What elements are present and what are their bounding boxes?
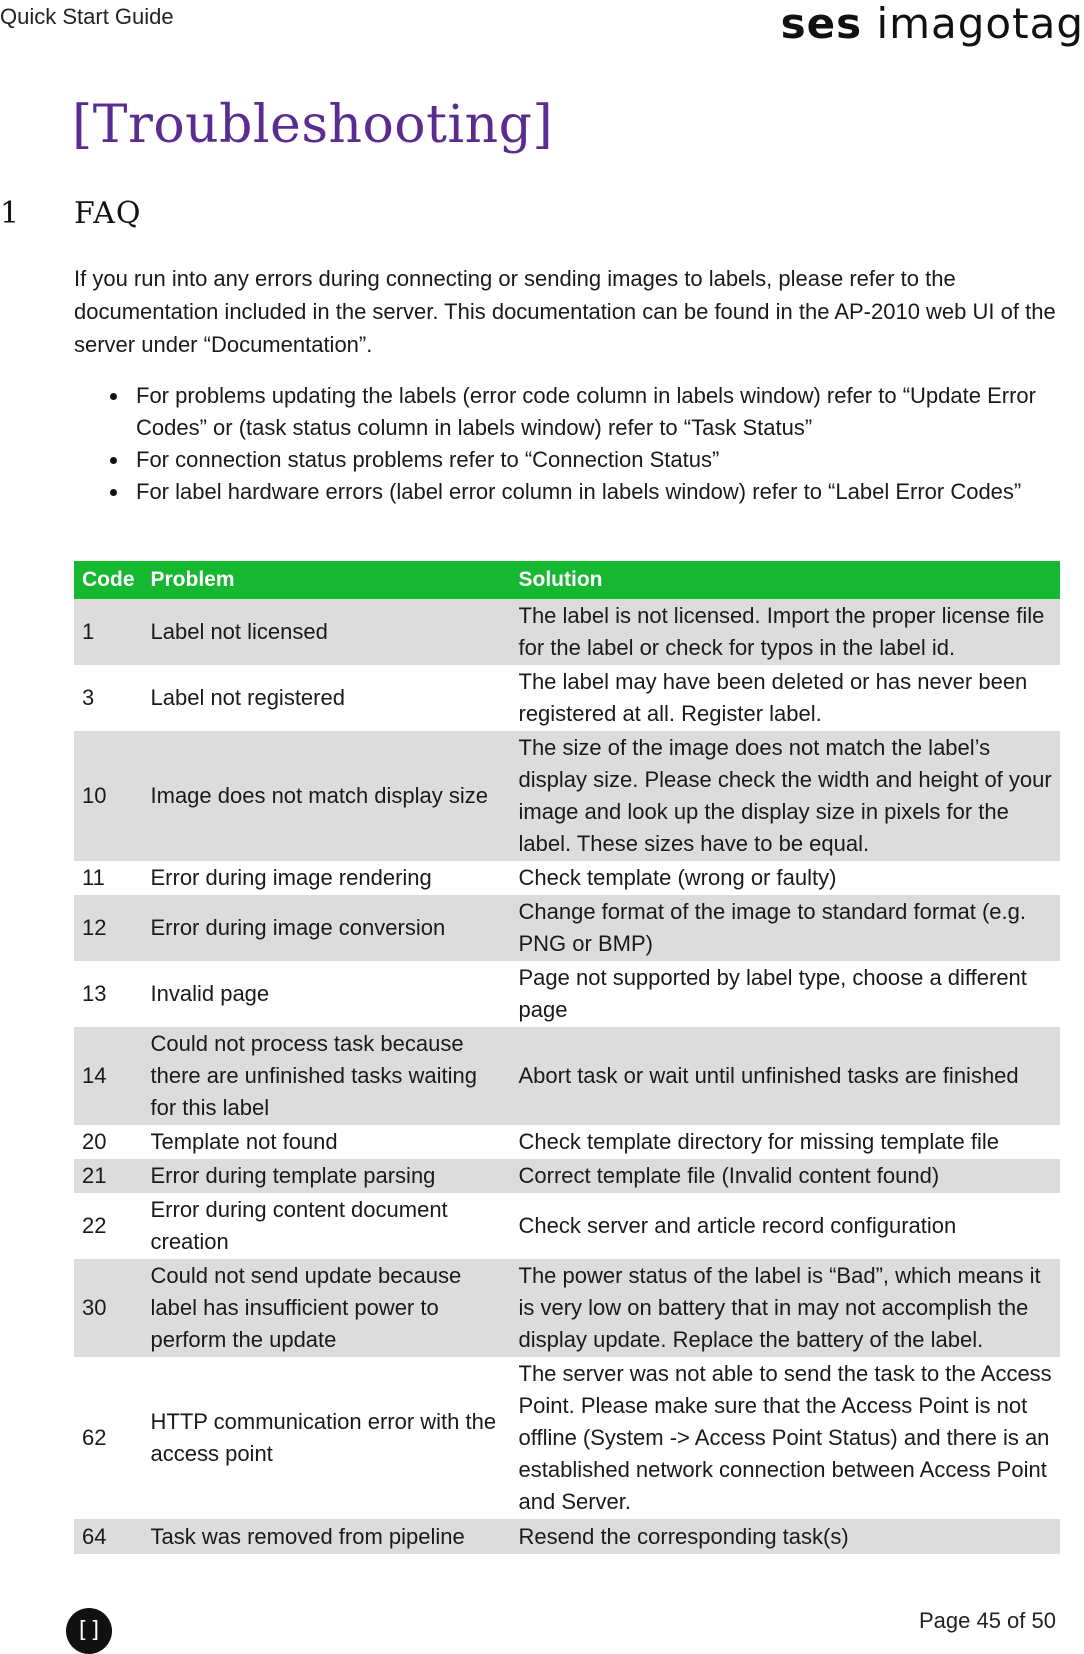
table-row [74,731,1060,861]
cell-problem: Template not found [150,1129,338,1154]
table-row [74,961,1060,1027]
table-row [74,599,1060,665]
header-problem: Problem [143,561,511,599]
document-title: Quick Start Guide [0,4,174,29]
intro-paragraph: If you run into any errors during connecting or sending images to labels, please refer to the documentation included in the server. This documentation can be found in the AP-2010 web UI of the server under “Documentation”. [74,266,1056,357]
cell-code: 21 [74,1159,143,1193]
table-row [74,861,1060,895]
cell-problem: Error during template parsing [143,1159,511,1193]
cell-problem: Error during image conversion [143,895,511,961]
cell-problem: Error during content document creation [150,1197,448,1254]
cell-code: 64 [74,1519,143,1554]
table-row [74,1027,1060,1125]
cell-problem: Could not process task because there are unfinished tasks waiting for this label [143,1027,511,1125]
cell-problem: Task was removed from pipeline [143,1519,511,1554]
cell-solution: Correct template file (Invalid content found) [511,1159,1061,1193]
header-solution: Solution [511,561,1061,599]
cell-problem: Invalid page [150,981,270,1006]
table-row [74,1193,1060,1259]
cell-solution: The label is not licensed. Import the proper license file for the label or check for typos in the label id. [511,599,1061,665]
cell-solution: The size of the image does not match the label’s display size. Please check the width and height of your image and look up the display size in pixels for the label. These sizes have to be equal. [511,731,1061,861]
table-header-row [74,561,1060,599]
cell-solution: The server was not able to send the task to the Access Point. Please make sure that the Access Point is not offline (System -> Access Point Status) and there is an established network connection between Access Point and Server. [518,1361,1052,1514]
cell-code: 11 [82,865,105,890]
cell-solution: Check server and article record configuration [518,1213,957,1238]
cell-solution: Change format of the image to standard format (e.g. PNG or BMP) [511,895,1061,961]
cell-code: 14 [74,1027,143,1125]
cell-code: 30 [74,1259,143,1357]
page-number: Page 45 of 50 [918,1608,1056,1633]
cell-code: 22 [82,1213,107,1238]
cell-problem: Label not licensed [143,599,511,665]
cell-code: 3 [82,685,95,710]
logo-bold-text: ses [780,0,863,48]
cell-solution: Check template (wrong or faulty) [518,865,837,890]
cell-problem: Label not registered [150,685,345,710]
bullet-icon [110,489,117,496]
list-item-text: For connection status problems refer to “Connection Status” [136,447,720,472]
cell-solution: Check template directory for missing template file [518,1129,1000,1154]
cell-problem: HTTP communication error with the access point [150,1409,497,1466]
cell-solution: Page not supported by label type, choose a different page [518,965,1027,1022]
cell-problem: Could not send update because label has insufficient power to perform the update [143,1259,511,1357]
subsection-number: 1 [0,196,20,231]
subsection-heading: FAQ [74,196,142,231]
table-row [74,1159,1060,1193]
table-row [74,1519,1060,1554]
table-row [74,1259,1060,1357]
table-row [74,895,1060,961]
error-code-table [74,561,1060,1554]
list-item-text: For problems updating the labels (error code column in labels window) refer to “Update Error Codes” or (task status column in labels window) refer to “Task Status” [136,383,1036,440]
cell-code: 10 [74,731,143,861]
cell-code: 1 [74,599,143,665]
logo-light-text: imagotag [876,0,1084,48]
cell-problem: Error during image rendering [150,865,432,890]
table-row [74,1357,1060,1519]
cell-code: 13 [82,981,107,1006]
list-item-text: For label hardware errors (label error column in labels window) refer to “Label Error Codes” [136,479,1022,504]
list-item [110,380,1070,444]
company-logo [781,0,1084,48]
cell-code: 20 [82,1129,107,1154]
section-heading: [Troubleshooting] [72,95,554,155]
cell-solution: The label may have been deleted or has never been registered at all. Register label. [518,669,1028,726]
cell-problem: Image does not match display size [143,731,511,861]
cell-solution: Resend the corresponding task(s) [511,1519,1061,1554]
list-item [110,476,1070,508]
cell-code: 62 [82,1425,107,1450]
bullet-icon [110,393,117,400]
footer-badge: [] [66,1608,112,1654]
cell-solution: The power status of the label is “Bad”, which means it is very low on battery that in may not accomplish the display update. Replace the battery of the label. [511,1259,1061,1357]
list-item [110,444,1070,476]
cell-solution: Abort task or wait until unfinished tasks are finished [511,1027,1061,1125]
reference-list [110,380,1070,508]
table-row [74,665,1060,731]
table-row [74,1125,1060,1159]
header-code: Code [74,561,143,599]
cell-code: 12 [74,895,143,961]
bullet-icon [110,457,117,464]
